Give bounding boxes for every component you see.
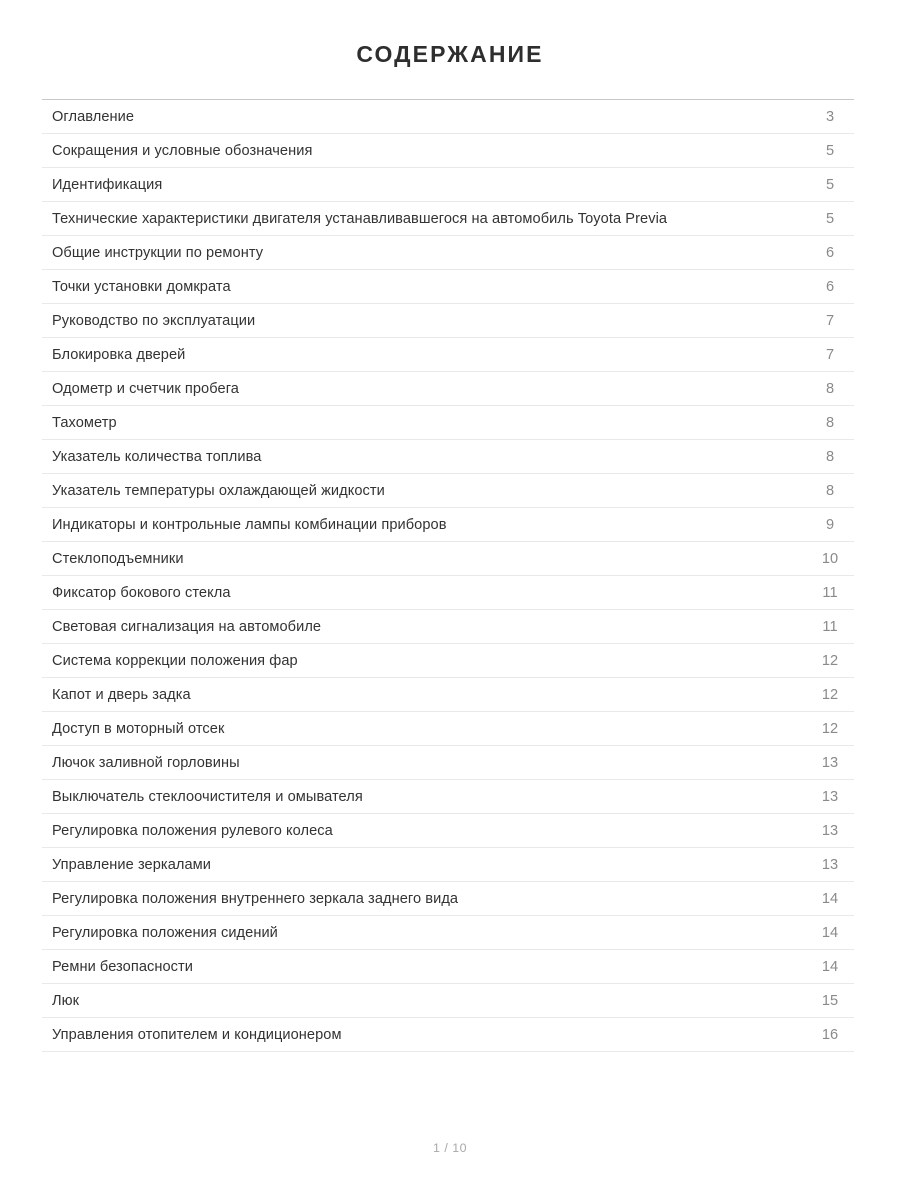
toc-entry-title: Индикаторы и контрольные лампы комбинации приборов <box>52 516 447 533</box>
toc-entry[interactable] <box>42 1018 854 1052</box>
toc-entry-title: Технические характеристики двигателя устанавливавшегося на автомобиль Toyota Previa <box>52 210 668 227</box>
toc-entry-title: Система коррекции положения фар <box>52 652 298 669</box>
toc-entry[interactable] <box>42 542 854 576</box>
toc-entry-page-number: 7 <box>825 346 835 363</box>
toc-entry[interactable] <box>42 916 854 950</box>
toc-entry[interactable] <box>42 678 854 712</box>
toc-entry-title: Регулировка положения сидений <box>52 924 278 941</box>
toc-entry-page-number: 13 <box>821 822 839 839</box>
toc-entry[interactable] <box>42 440 854 474</box>
toc-entry-title: Указатель температуры охлаждающей жидкости <box>52 482 385 499</box>
toc-entry[interactable] <box>42 474 854 508</box>
toc-entry[interactable] <box>42 610 854 644</box>
toc-entry-page-number: 5 <box>825 210 835 227</box>
toc-entry-page-number: 5 <box>825 176 835 193</box>
toc-entry[interactable] <box>42 338 854 372</box>
toc-entry-title: Фиксатор бокового стекла <box>52 584 231 601</box>
toc-entry[interactable] <box>42 882 854 916</box>
toc-entry-page-number: 8 <box>825 380 835 397</box>
toc-entry-title: Указатель количества топлива <box>52 448 262 465</box>
toc-entry-page-number: 8 <box>825 482 835 499</box>
toc-entry-page-number: 9 <box>825 516 835 533</box>
toc-entry-title: Тахометр <box>52 414 117 431</box>
toc-entry-title: Блокировка дверей <box>52 346 186 363</box>
toc-entry[interactable] <box>42 746 854 780</box>
toc-entry-title: Одометр и счетчик пробега <box>52 380 239 397</box>
toc-entry-page-number: 14 <box>821 890 839 907</box>
toc-entry-title: Люк <box>52 992 80 1009</box>
toc-entry-title: Управление зеркалами <box>52 856 211 873</box>
page-title: СОДЕРЖАНИЕ <box>356 41 544 67</box>
toc-entry-title: Оглавление <box>52 108 135 125</box>
toc-entry-title: Выключатель стеклоочистителя и омывателя <box>52 788 363 805</box>
toc-entry[interactable] <box>42 304 854 338</box>
table-of-contents-list <box>42 99 854 1052</box>
toc-entry-page-number: 13 <box>821 788 839 805</box>
toc-entry-title: Идентификация <box>52 176 163 193</box>
toc-entry-page-number: 11 <box>822 618 838 635</box>
toc-entry[interactable] <box>42 236 854 270</box>
toc-entry-page-number: 8 <box>825 414 835 431</box>
toc-entry-page-number: 15 <box>821 992 839 1009</box>
toc-entry[interactable] <box>42 780 854 814</box>
toc-entry-page-number: 5 <box>825 142 835 159</box>
toc-entry-title: Регулировка положения рулевого колеса <box>52 822 333 839</box>
toc-entry[interactable] <box>42 270 854 304</box>
toc-entry-page-number: 10 <box>821 550 839 567</box>
toc-entry-page-number: 16 <box>821 1026 839 1043</box>
toc-entry-title: Общие инструкции по ремонту <box>52 244 264 261</box>
toc-entry-page-number: 13 <box>821 754 839 771</box>
toc-entry-title: Регулировка положения внутреннего зеркала заднего вида <box>52 890 459 907</box>
toc-entry[interactable] <box>42 100 854 134</box>
toc-entry-page-number: 14 <box>821 924 839 941</box>
toc-entry[interactable] <box>42 168 854 202</box>
toc-entry-page-number: 3 <box>825 108 835 125</box>
toc-entry-title: Ремни безопасности <box>52 958 194 975</box>
page-footer-pagination: 1 / 10 <box>432 1141 467 1155</box>
toc-entry-page-number: 6 <box>825 278 835 295</box>
toc-entry-page-number: 7 <box>825 312 835 329</box>
toc-entry-title: Руководство по эксплуатации <box>52 312 256 329</box>
toc-entry-title: Лючок заливной горловины <box>52 754 240 771</box>
toc-entry-title: Сокращения и условные обозначения <box>52 142 313 159</box>
toc-entry[interactable] <box>42 848 854 882</box>
toc-entry-page-number: 14 <box>821 958 839 975</box>
toc-entry-page-number: 11 <box>822 584 838 601</box>
toc-entry-page-number: 8 <box>825 448 835 465</box>
toc-entry-page-number: 12 <box>821 652 839 669</box>
toc-entry-page-number: 6 <box>825 244 835 261</box>
toc-entry[interactable] <box>42 950 854 984</box>
toc-entry-page-number: 12 <box>821 686 839 703</box>
toc-entry[interactable] <box>42 508 854 542</box>
toc-entry[interactable] <box>42 372 854 406</box>
toc-entry[interactable] <box>42 406 854 440</box>
toc-entry[interactable] <box>42 134 854 168</box>
toc-entry-title: Доступ в моторный отсек <box>52 720 225 737</box>
toc-entry[interactable] <box>42 576 854 610</box>
toc-entry[interactable] <box>42 644 854 678</box>
toc-entry-title: Световая сигнализация на автомобиле <box>52 618 322 635</box>
toc-entry[interactable] <box>42 712 854 746</box>
toc-entry-title: Точки установки домкрата <box>52 278 231 295</box>
toc-entry[interactable] <box>42 202 854 236</box>
toc-entry[interactable] <box>42 814 854 848</box>
toc-entry-title: Стеклоподъемники <box>52 550 184 567</box>
toc-entry-title: Капот и дверь задка <box>52 686 191 703</box>
toc-entry-page-number: 12 <box>821 720 839 737</box>
toc-entry-page-number: 13 <box>821 856 839 873</box>
toc-entry-title: Управления отопителем и кондиционером <box>52 1026 342 1043</box>
toc-entry[interactable] <box>42 984 854 1018</box>
